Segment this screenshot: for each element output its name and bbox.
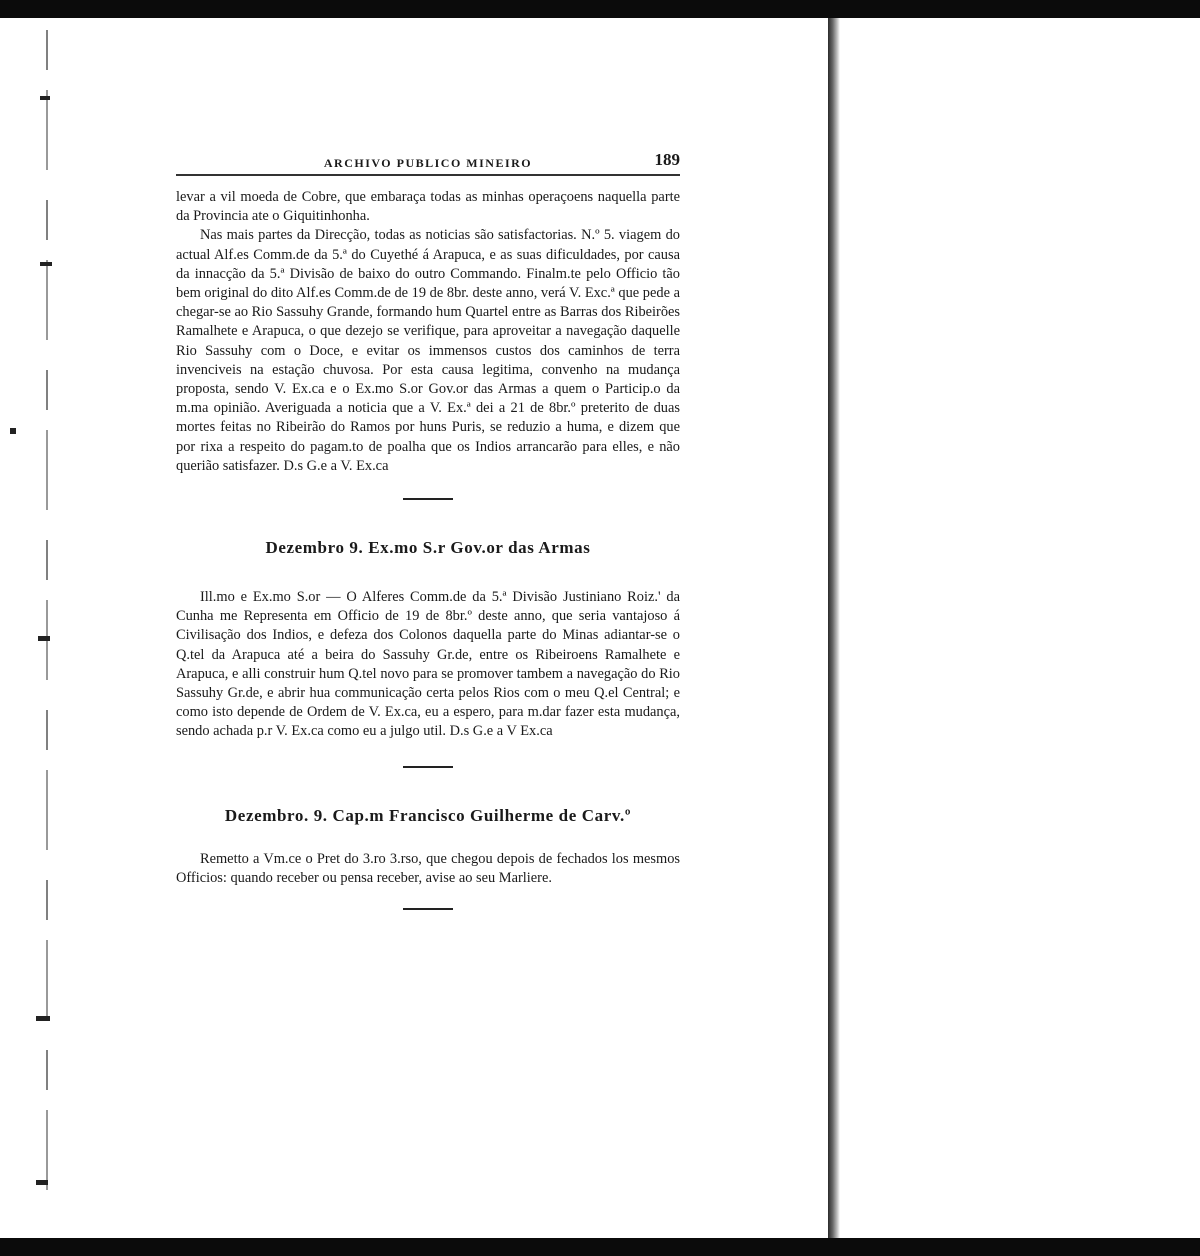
scan-mark (40, 96, 50, 100)
running-head-title: ARCHIVO PUBLICO MINEIRO (323, 156, 533, 170)
body-paragraph: Nas mais partes da Direcção, todas as noticias são satisfactorias. N.º 5. viagem do actual Alf.es Comm.de da 5.ª do Cuyethé á Arapuca, e as suas dificuldades, por causa da innacção da 5.ª Divisão de baixo do outro Commando. Finalm.te pelo Officio tão bem original do dito Alf.es Comm.de de 19 de 8br. deste anno, verá V. Exc.ª que pede a chegar-se ao Rio Sassuhy Grande, formando hum Quartel entre as Barras dos Ribeirões Ramalhete e Arapuca, o que dezejo se verifique, para aproveitar a navegação daquelle Rio Sassuhy com o Doce, e evitar os immensos custos dos caminhos de terra invenciveis na estação chuvosa. Por esta causa legitima, convenho na mudança proposta, sendo V. Ex.ca e o Ex.mo S.or Gov.or das Armas a quem o Particip.o da m.ma opinião. Averiguada a noticia que a V. Ex.ª dei a 21 de 8br.º preterito de duas mortes feitas no Ribeirão do Ramos por huns Puris, se reduzio a huma, e dizem que por rixa a respeito do pagam.to de poalha que os Indios arrancarão para elles, e não querião satisfazer. D.s G.e a V. Ex.ca (176, 227, 680, 474)
scan-border-top (0, 0, 1200, 18)
page-number: 189 (654, 150, 680, 169)
scan-mark (36, 1180, 48, 1185)
scan-border-bottom (0, 1238, 1200, 1256)
section-rule (403, 498, 453, 500)
scan-mark (38, 636, 50, 641)
page-gutter (828, 18, 840, 1238)
letter-paragraph: Ill.mo e Ex.mo S.or — O Alferes Comm.de da 5.ª Divisão Justiniano Roiz.' da Cunha me Representa em Officio de 19 de 8br.º deste anno, que seria vantajoso á Civilisação dos Indios, e defeza dos Colonos daquella parte do Minas adiantar-se o Q.tel da Arapuca até a beira do Sassuhy Gr.de, entre os Ribeiroens Ramalhete e Arapuca, e alli construir hum Q.tel novo para se promover tambem a navegação do Rio Sassuhy Gr.de, e abrir hua communicação certa pelos Rios com o meu Q.el Central; e como isto depende de Ordem de V. Ex.ca, eu a espero, para m.dar fazer esta mudança, sendo achada p.r V. Ex.ca como eu a julgo util. D.s G.e a V Ex.ca (176, 589, 680, 740)
scan-mark (40, 262, 52, 266)
scan-mark (10, 428, 16, 434)
section-rule (403, 766, 453, 768)
body-paragraph: levar a vil moeda de Cobre, que embaraça todas as minhas operaçoens naquella parte da Provincia ate o Giquitinhonha. (176, 189, 680, 225)
section-heading: Dezembro 9. Ex.mo S.r Gov.or das Armas (265, 538, 591, 558)
scan-mark (36, 1016, 50, 1021)
letter-paragraph: Remetto a Vm.ce o Pret do 3.ro 3.rso, que chegou depois de fechados los mesmos Officios: quando receber ou pensa receber, avise ao seu Marliere. (176, 850, 680, 886)
printed-page (176, 148, 680, 910)
section-heading: Dezembro. 9. Cap.m Francisco Guilherme de Carv.º (224, 805, 632, 825)
running-head (176, 148, 680, 176)
section-rule (403, 908, 453, 910)
